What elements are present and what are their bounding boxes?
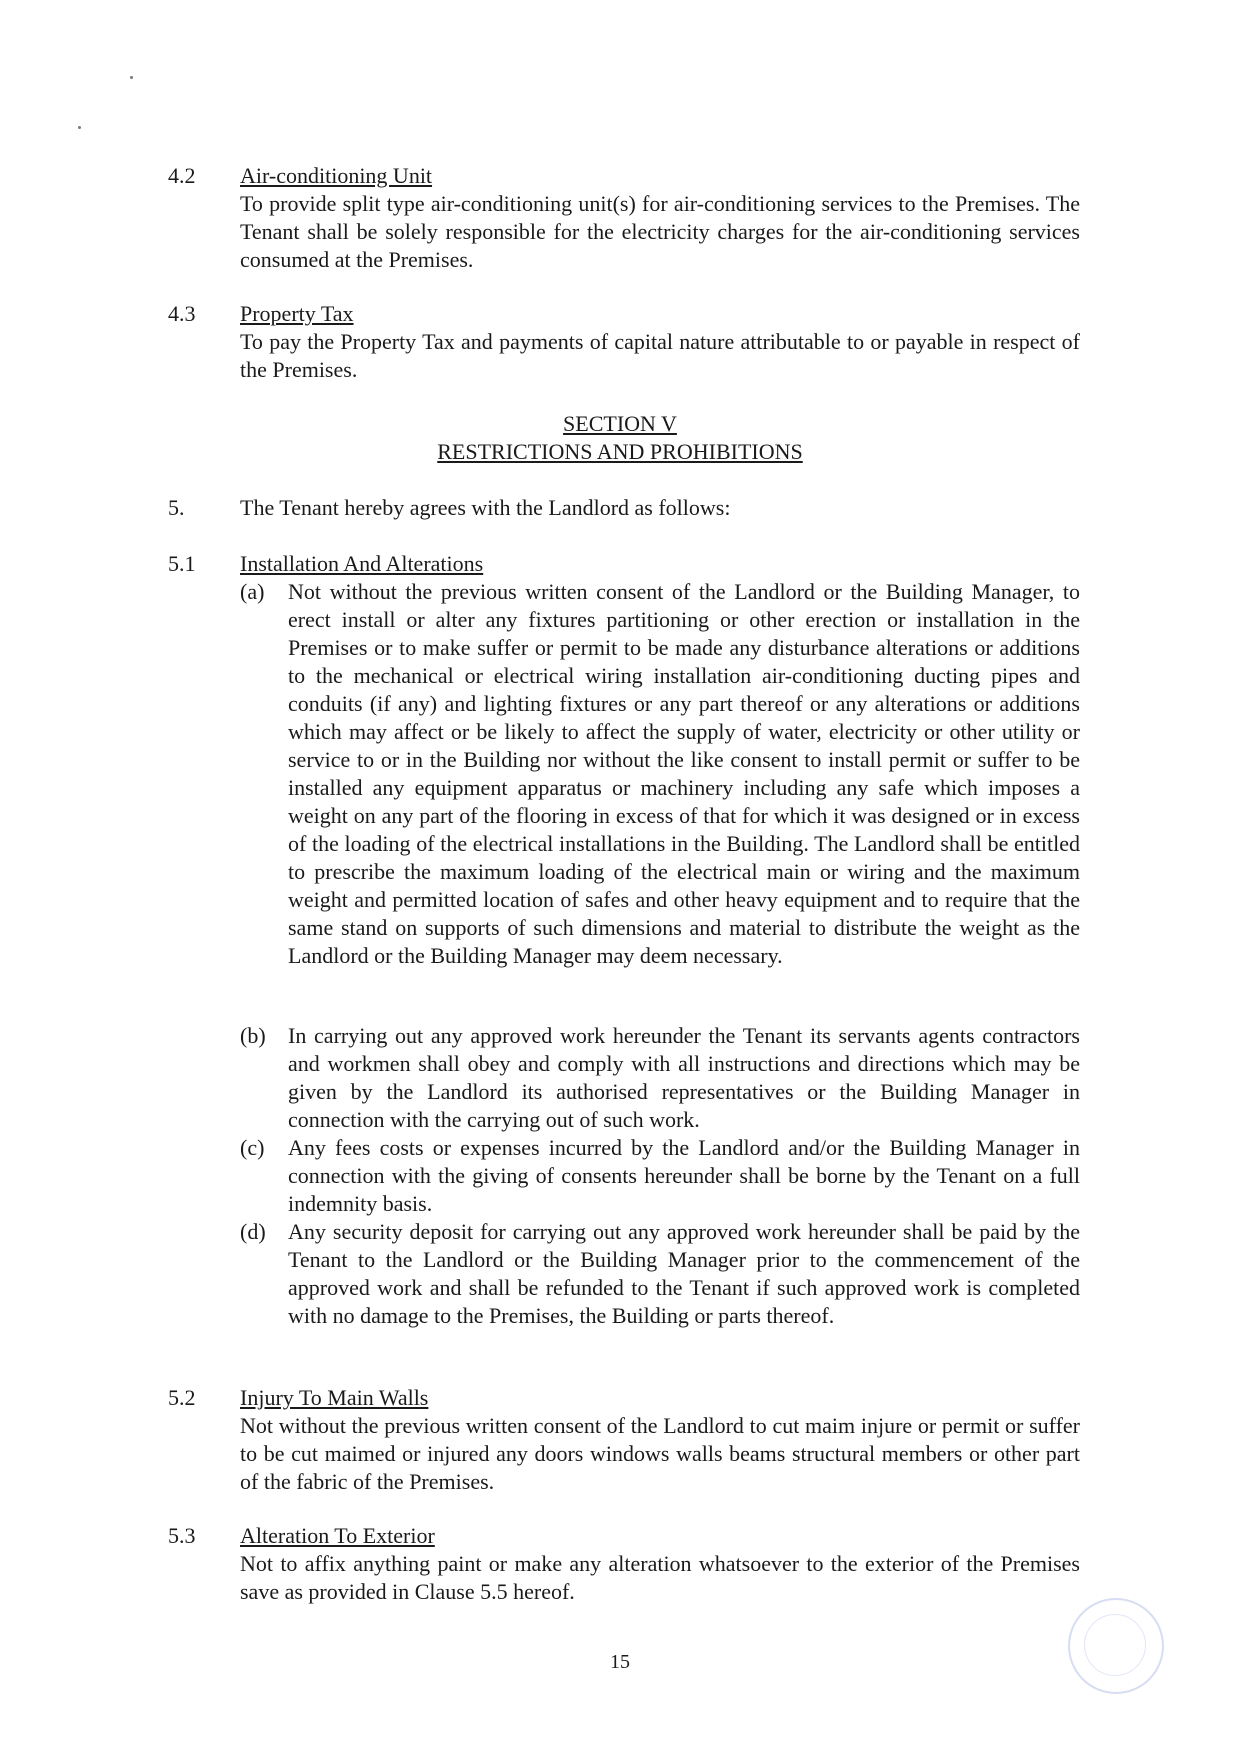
section-subtitle: RESTRICTIONS AND PROHIBITIONS [437, 439, 803, 464]
sub-clause-text: Not without the previous written consent of the Landlord or the Building Manager, to erect install or alter any fixtures partitioning or other erection or installation in the Premises or to make suffer or permit to be made any disturbance alterations or additions to the mechanical or electrical wiring installation air-conditioning ducting pipes and conduits (if any) and lighting fixtures or any part thereof or any alterations or additions which may affect or be likely to affect the supply of water, electricity or other utility or service to or in the Building nor without the like consent to install permit or suffer to be installed any equipment apparatus or machinery including any safe which imposes a weight on any part of the flooring in excess of that for which it was designed or in excess of the loading of the electrical installations in the Building. The Landlord shall be entitled to prescribe the maximum loading of the electrical main or wiring and the maximum weight and permitted location of safes and other heavy equipment and to require that the same stand on supports of such dimensions and material to distribute the weight as the Landlord or the Building Manager may deem necessary. [288, 579, 1080, 968]
sub-clause-label: (c) [240, 1135, 265, 1160]
clause-heading: Property Tax [240, 301, 354, 326]
clause-heading: Air-conditioning Unit [240, 163, 433, 188]
company-seal [1068, 1598, 1164, 1694]
sub-clause-text: Any fees costs or expenses incurred by the Landlord and/or the Building Manager in connection with the giving of consents hereunder shall be borne by the Tenant on a full indemnity basis. [288, 1135, 1080, 1216]
sub-clause-text: In carrying out any approved work hereunder the Tenant its servants agents contractors and workmen shall obey and comply with all instructions and directions which may be given by the Landlord its authorised representatives or the Building Manager in connection with the carrying out of such work. [288, 1023, 1080, 1132]
clause-text: To provide split type air-conditioning unit(s) for air-conditioning services to the Premises. The Tenant shall be solely responsible for the electricity charges for the air-conditioning services consumed at the Premises. [240, 191, 1080, 272]
clause-number: 5.3 [168, 1523, 196, 1548]
section-title: SECTION V [563, 411, 677, 436]
clause-number: 5.2 [168, 1385, 196, 1410]
clause-text: Not to affix anything paint or make any alteration whatsoever to the exterior of the Premises save as provided in Clause 5.5 hereof. [240, 1551, 1080, 1604]
sub-clause-text: Any security deposit for carrying out any approved work hereunder shall be paid by the Tenant to the Landlord or the Building Manager prior to the commencement of the approved work and shall be refunded to the Tenant if such approved work is completed with no damage to the Premises, the Building or parts thereof. [288, 1219, 1080, 1328]
clause-heading: Injury To Main Walls [240, 1385, 429, 1410]
clause-text: Not without the previous written consent of the Landlord to cut maim injure or permit or suffer to be cut maimed or injured any doors windows walls beams structural members or other part of the fabric of the Premises. [240, 1413, 1080, 1494]
sub-clause-label: (d) [240, 1219, 266, 1244]
clause-number: 4.2 [168, 163, 196, 188]
scan-speck [78, 126, 81, 129]
scan-speck [130, 76, 133, 79]
clause-text: To pay the Property Tax and payments of capital nature attributable to or payable in respect of the Premises. [240, 329, 1080, 382]
sub-clause-label: (b) [240, 1023, 266, 1048]
sub-clause-label: (a) [240, 579, 265, 604]
clause-number: 5. [168, 495, 185, 520]
clause-heading: Alteration To Exterior [240, 1523, 435, 1548]
page-number: 15 [610, 1651, 630, 1673]
clause-heading: Installation And Alterations [240, 551, 484, 576]
clause-number: 5.1 [168, 551, 196, 576]
clause-text: The Tenant hereby agrees with the Landlord as follows: [240, 495, 731, 520]
clause-number: 4.3 [168, 301, 196, 326]
